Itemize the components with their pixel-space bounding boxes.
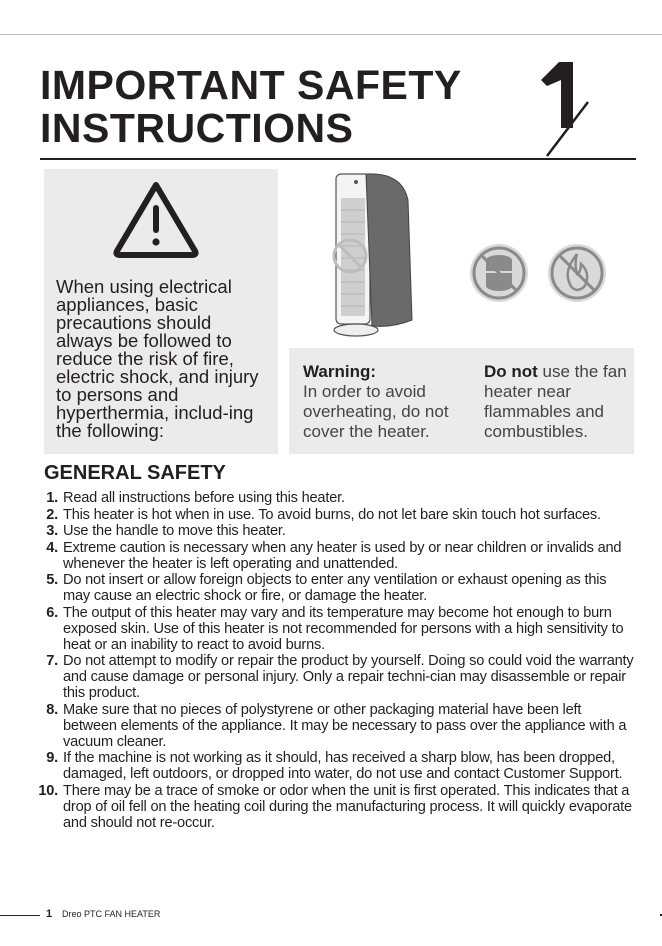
list-item bbox=[24, 507, 634, 523]
item-text: There may be a trace of smoke or odor when the unit is first operated. This indicates that a drop of oil fell on the heating coil during the manufacturing process. It will quickly evaporate and should not re-occur. bbox=[63, 782, 632, 831]
footer-rule bbox=[0, 915, 40, 916]
section-title: GENERAL SAFETY bbox=[44, 462, 226, 484]
item-number: 3. bbox=[46, 523, 58, 539]
item-number: 1. bbox=[46, 490, 58, 506]
warning-column bbox=[303, 362, 468, 442]
list-item bbox=[24, 750, 634, 782]
list-item bbox=[24, 605, 634, 653]
item-text: This heater is hot when in use. To avoid burns, do not let bare skin touch hot surfaces. bbox=[63, 506, 601, 523]
product-name: Dreo PTC FAN HEATER bbox=[62, 909, 161, 919]
intro-text: When using electrical appliances, basic precautions should always be followed to reduce the risk of fire, electric shock, and injury to persons and hyperthermia, includ-ing the following: bbox=[56, 276, 259, 441]
list-item bbox=[24, 572, 634, 604]
page-title bbox=[40, 64, 462, 150]
item-number: 8. bbox=[46, 701, 58, 718]
list-item bbox=[24, 653, 634, 701]
item-number: 6. bbox=[46, 604, 58, 621]
covered-heater-icon bbox=[332, 170, 414, 340]
item-text: Make sure that no pieces of polystyrene or other packaging material have been left between elements of the appliance. It may be necessary to pass over the appliance with a vacuum cleaner. bbox=[63, 701, 627, 750]
warning-triangle-icon bbox=[112, 179, 200, 259]
item-number: 9. bbox=[46, 750, 58, 766]
safety-list bbox=[24, 490, 634, 831]
chapter-number bbox=[533, 58, 593, 158]
donot-label: Do not bbox=[484, 362, 538, 381]
item-text: If the machine is not working as it should, has received a sharp blow, has been dropped, damaged, left outdoors, or dropped into water, do not use and contact Customer Support. bbox=[63, 750, 623, 782]
item-text: Do not insert or allow foreign objects to enter any ventilation or exhaust opening as this may cause an electric shock or fire, or damage the heater. bbox=[63, 572, 607, 604]
page-footer bbox=[0, 908, 662, 922]
donot-text: use the fan heater near flammables and combustibles. bbox=[484, 362, 627, 441]
item-text: Extreme caution is necessary when any heater is used by or near children or invalids and whenever the heater is left operating and unattended. bbox=[63, 539, 622, 572]
no-flammables-icon bbox=[468, 242, 530, 304]
warning-text: In order to avoid overheating, do not cover the heater. bbox=[303, 382, 449, 441]
item-number: 4. bbox=[46, 539, 58, 556]
list-item bbox=[24, 540, 634, 572]
title-line-2: INSTRUCTIONS bbox=[40, 105, 354, 151]
list-item bbox=[24, 783, 634, 831]
item-number: 10. bbox=[38, 782, 58, 799]
item-text: The output of this heater may vary and its temperature may become hot enough to burn exposed skin. Use of this heater is not recommended for persons with a high sensitivity to heat or an inability to react to avoid burns. bbox=[63, 604, 624, 653]
donot-column bbox=[484, 362, 634, 442]
no-combustibles-icon bbox=[546, 242, 608, 304]
title-divider bbox=[40, 158, 636, 160]
list-item bbox=[24, 702, 634, 750]
top-rule bbox=[0, 34, 662, 35]
list-item bbox=[24, 490, 634, 506]
page-number: 1 bbox=[46, 908, 53, 920]
item-text: Read all instructions before using this heater. bbox=[63, 490, 345, 506]
intro-box bbox=[44, 169, 278, 454]
title-line-1: IMPORTANT SAFETY bbox=[40, 62, 462, 108]
warning-label: Warning: bbox=[303, 362, 377, 381]
item-number: 7. bbox=[46, 653, 58, 669]
item-text: Use the handle to move this heater. bbox=[63, 523, 286, 539]
warning-box bbox=[289, 348, 634, 454]
item-number: 5. bbox=[46, 572, 58, 588]
item-text: Do not attempt to modify or repair the product by yourself. Doing so could void the warranty and cause damage or personal injury. Only a repair techni-cian may disassemble or repair this product. bbox=[63, 653, 634, 701]
item-number: 2. bbox=[46, 506, 58, 523]
list-item bbox=[24, 523, 634, 539]
